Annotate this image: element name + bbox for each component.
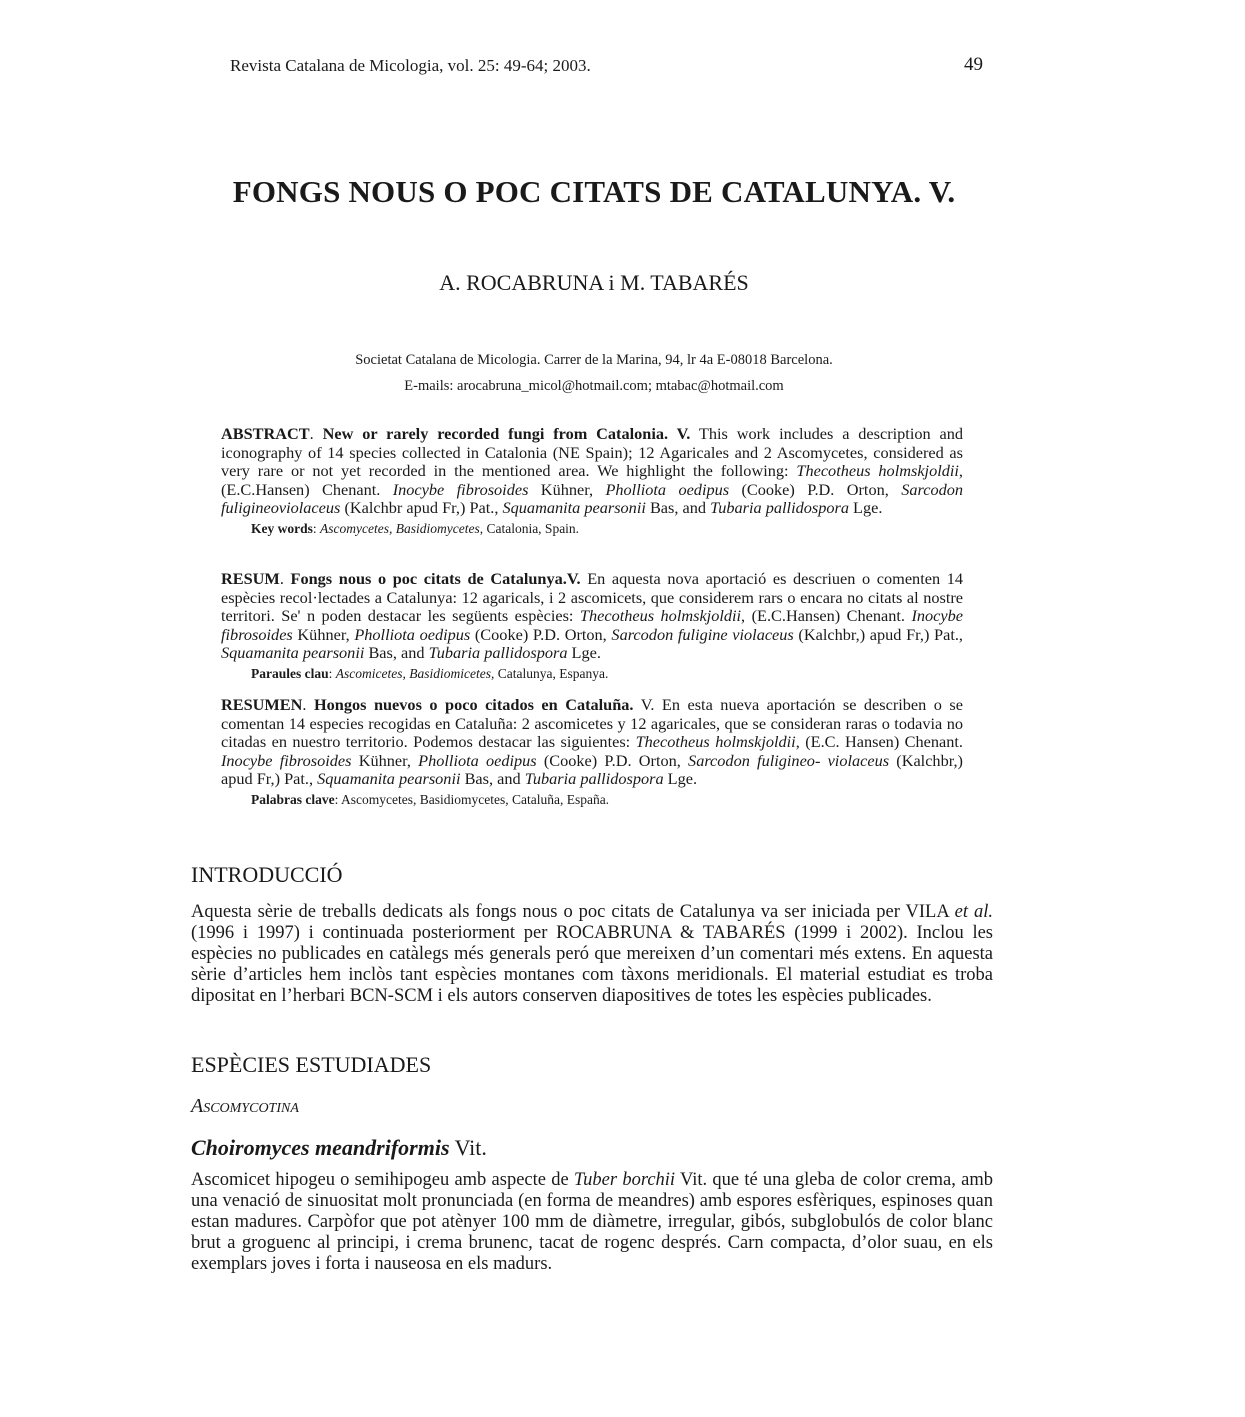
- introduction-text: [191, 902, 993, 1007]
- paraules-clau: Paraules clau: Ascomicetes, Basidiomicetes, Catalunya, Espanya.: [251, 665, 609, 681]
- species-ref: Sarcodon fuligineoviolaceus: [221, 479, 964, 518]
- resum-heading: Fongs nous o poc citats de Catalunya.V.: [290, 569, 581, 588]
- resumen-text-part: , (E.C. Hansen) Chenant.: [795, 732, 963, 752]
- resum-block: [221, 570, 963, 684]
- abstract-text-part: Bas, and: [645, 498, 711, 518]
- species-ref: Thecotheus holmskjoldii: [635, 732, 796, 752]
- keywords-italic: Ascomycetes, Basidiomycetes: [320, 520, 480, 536]
- resum-text-part: (Kalchbr,) apud Fr,) Pat.,: [793, 624, 963, 644]
- resumen-text-part: Kühner,: [351, 750, 419, 770]
- resumen-block: [221, 696, 963, 810]
- authors: A. ROCABRUNA i M. TABARÉS: [439, 270, 749, 295]
- species-ref: Tubaria pallidospora: [524, 769, 664, 789]
- emails: E-mails: arocabruna_micol@hotmail.com; mtabac@hotmail.com: [404, 378, 784, 394]
- species-name: Choiromyces meandriformis: [191, 1135, 450, 1160]
- resumen-text-part: (Cooke) P.D. Orton,: [536, 750, 689, 770]
- resumen-heading: Hongos nuevos o poco citados en Cataluña.: [313, 695, 634, 714]
- abstract-text: ABSTRACT. New or rarely recorded fungi from Catalonia. V. This work includes a description and iconography of 14 species collected in Catalonia (NE Spain); 12 Agaricales and 2 Ascomycetes, considered as very rare or not yet recorded in the mentioned area. We highlight the following: Thecotheus holmskjoldii, (E.C.Hansen) Chenant. Inocybe fibrosoides Kühner, Pholliota oedipus (Cooke) P.D. Orton, Sarcodon fuligineoviolaceus (Kalchbr apud Fr,) Pat., Squamanita pearsonii Bas, and Tubaria pallidospora Lge.: [221, 424, 964, 518]
- species-heading: [191, 1135, 487, 1161]
- species-ref: Tuber borchii: [573, 1170, 676, 1190]
- abstract-text-part: Kühner,: [528, 479, 606, 499]
- resum-text-part: (Cooke) P.D. Orton,: [470, 624, 612, 644]
- palabras-clave: [221, 791, 963, 810]
- keywords: Key words: Ascomycetes, Basidiomycetes, Catalonia, Spain.: [251, 520, 580, 536]
- resum-text-part: Lge.: [567, 643, 601, 663]
- resum-text-part: En aquesta nova aportació es descriuen o comenten 14 espècies recol·lectades a Catalunya: 12 agaricals, i 2 ascomicets, que considerem rars o encara no citats al nostre territori. Se' n poden destacar les següents espècies:: [221, 569, 963, 626]
- running-head: Revista Catalana de Micologia, vol. 25: 49-64; 2003.: [230, 56, 591, 75]
- species-ref: Thecotheus holmskjoldii: [579, 606, 742, 626]
- abstract-text-part: (Kalchbr apud Fr,) Pat.,: [340, 498, 503, 518]
- species-ref: Pholliota oedipus: [605, 479, 730, 499]
- abstract-text-part: Lge.: [848, 498, 883, 518]
- species-section-heading: ESPÈCIES ESTUDIADES: [191, 1052, 432, 1077]
- abstract-text-part: (Cooke) P.D. Orton,: [729, 479, 902, 499]
- palabras-clave-text: : Ascomycetes, Basidiomycetes, Cataluña, España.: [334, 791, 610, 807]
- keywords-rest: , Catalonia, Spain.: [479, 520, 580, 536]
- resumen-text-part: Lge.: [663, 769, 698, 789]
- resum-text-part: Kühner,: [292, 624, 355, 644]
- species-ref: Thecotheus holmskjoldii: [796, 461, 959, 481]
- introduction-heading: INTRODUCCIÓ: [191, 862, 343, 887]
- species-ref: Pholliota oedipus: [354, 624, 471, 644]
- species-ref: Inocybe fibrosoides: [221, 750, 352, 770]
- abstract-text-part: This work includes a description and iconography of 14 species collected in Catalonia (NE Spain); 12 Agaricales and 2 Ascomycetes, considered as very rare or not yet recorded in the mentioned area. We highlight the following:: [221, 424, 963, 481]
- species-text-part: Ascomicet hipogeu o semihipogeu amb aspecte de: [191, 1170, 574, 1190]
- paraules-clau-label: Paraules clau: [251, 665, 329, 681]
- species-text-part: Vit. que té una gleba de color crema, amb una venació de sinuositat molt pronunciada (en forma de meandres) amb espores esfèriques, espinoses quan estan madures. Carpòfor que pot atènyer 100 mm de diàmetre, irregular, gibós, subglobulós de color blanc brut a groguenc al principi, i crema brunenc, tacat de rogenc després. Carn compacta, d’olor suau, en els exemplars joves i forta i nauseosa en els madurs.: [191, 1170, 993, 1274]
- species-ref: Squamanita pearsonii: [502, 498, 646, 518]
- species-ref: Tubaria pallidospora: [710, 498, 849, 518]
- species-ref: Squamanita pearsonii: [221, 643, 365, 663]
- paraules-clau-italic: Ascomicetes, Basidiomicetes: [335, 665, 491, 681]
- species-ref: Inocybe fibrosoides: [392, 479, 529, 499]
- species-ref: Tubaria pallidospora: [428, 643, 568, 663]
- resum-text-part: Bas, and: [364, 643, 429, 663]
- intro-text-part: (1996 i 1997) i continuada posteriorment per ROCABRUNA & TABARÉS (1999 i 2002). Inclou les espècies no publicades en catàlegs més generals peró que mereixen d’un comentari més extens. En aquesta sèrie d’articles hem inclòs tant espècies montanes com tàxons meridionals. El material estudiat es troba dipositat en l’herbari BCN-SCM i els autors conserven diapositives de totes les espècies publicades.: [191, 923, 993, 1006]
- intro-text-part: Aquesta sèrie de treballs dedicats als fongs nous o poc citats de Catalunya va ser iniciada per VILA: [191, 902, 955, 922]
- resumen-text: RESUMEN. Hongos nuevos o poco citados en Cataluña. V. En esta nueva aportación se describen o se comentan 14 especies recogidas en Cataluña: 2 ascomicetes y 12 agaricales, que se consideran raras o todavia no citadas en nuestro territorio. Podemos destacar las siguientes: Thecotheus holmskjoldii, (E.C. Hansen) Chenant. Inocybe fibrosoides Kühner, Pholliota oedipus (Cooke) P.D. Orton, Sarcodon fuligineo- violaceus (Kalchbr,) apud Fr,) Pat., Squamanita pearsonii Bas, and Tubaria pallidospora Lge.: [221, 695, 963, 789]
- keywords-label: Key words: [251, 520, 313, 536]
- ascomycotina-subheading: Ascomycotina: [191, 1095, 299, 1117]
- resumen-text-part: V. En esta nueva aportación se describen o se comentan 14 especies recogidas en Cataluña: 2 ascomicetes y 12 agaricales, que se consideran raras o todavia no citadas en nuestro territorio. Podemos destacar las siguientes:: [221, 695, 963, 752]
- abstract-heading: New or rarely recorded fungi from Catalonia. V.: [322, 424, 691, 443]
- species-ref: Squamanita pearsonii: [317, 769, 461, 789]
- abstract-block: [221, 425, 963, 539]
- resumen-text-part: (Kalchbr,) apud Fr,) Pat.,: [221, 750, 963, 789]
- abstract-text-part: , (E.C.Hansen) Chenant.: [221, 461, 963, 499]
- affiliation: Societat Catalana de Micologia. Carrer de la Marina, 94, lr 4a E-08018 Barcelona.: [355, 352, 833, 368]
- page-number: 49: [964, 54, 983, 75]
- palabras-clave-label: Palabras clave: [251, 791, 335, 807]
- species-ref: Inocybe fibrosoides: [221, 606, 963, 644]
- species-author: Vit.: [449, 1135, 487, 1160]
- resum-label: RESUM: [221, 569, 280, 588]
- paraules-clau-rest: , Catalunya, Espanya.: [490, 665, 609, 681]
- resum-text-part: , (E.C.Hansen) Chenant.: [741, 606, 912, 626]
- species-ref: Pholliota oedipus: [418, 750, 537, 770]
- species-ref: Sarcodon fuligine violaceus: [611, 624, 794, 644]
- resumen-text-part: Bas, and: [460, 769, 525, 789]
- article-title: FONGS NOUS O POC CITATS DE CATALUNYA. V.: [232, 174, 956, 209]
- species-ref: Sarcodon fuligineo- violaceus: [688, 750, 890, 770]
- species-description: [191, 1170, 993, 1275]
- abstract-label: ABSTRACT: [221, 424, 310, 443]
- et-al: et al.: [954, 902, 993, 922]
- resumen-label: RESUMEN: [221, 695, 303, 714]
- resum-text: RESUM. Fongs nous o poc citats de Catalunya.V. En aquesta nova aportació es descriuen o comenten 14 espècies recol·lectades a Catalunya: 12 agaricals, i 2 ascomicets, que considerem rars o encara no citats al nostre territori. Se' n poden destacar les següents espècies: Thecotheus holmskjoldii, (E.C.Hansen) Chenant. Inocybe fibrosoides Kühner, Pholliota oedipus (Cooke) P.D. Orton, Sarcodon fuligine violaceus (Kalchbr,) apud Fr,) Pat., Squamanita pearsonii Bas, and Tubaria pallidospora Lge.: [221, 569, 963, 663]
